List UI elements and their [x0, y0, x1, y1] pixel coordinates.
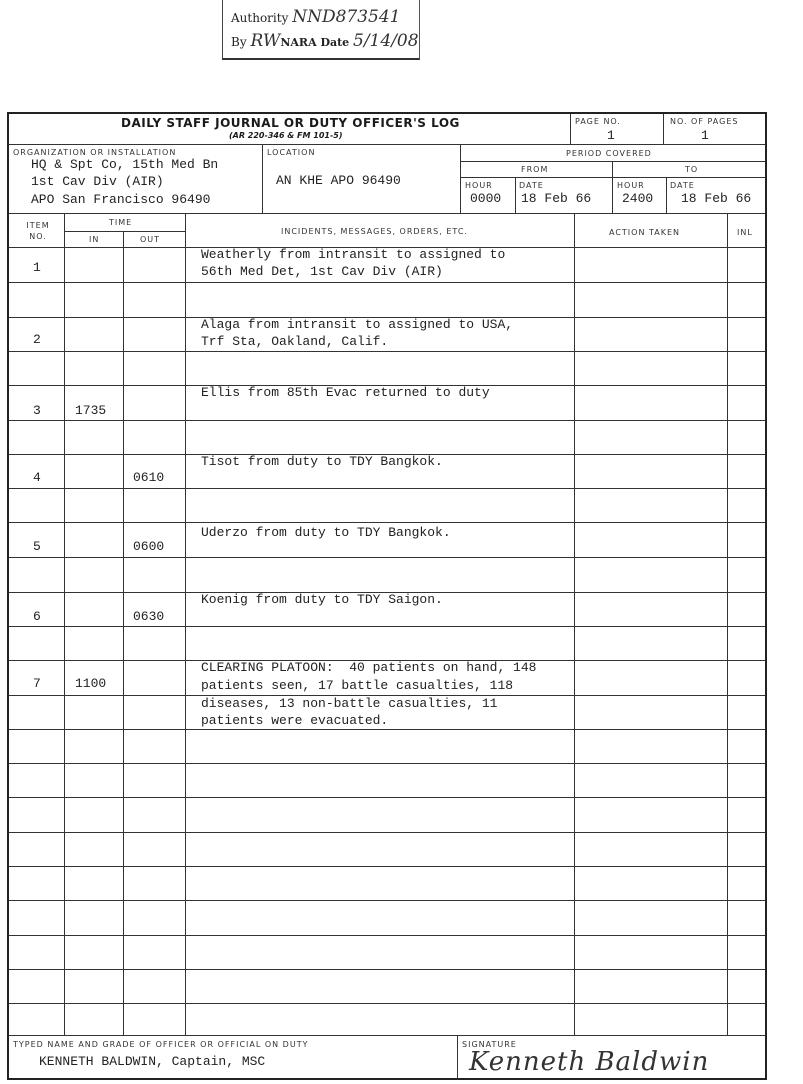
org-label: ORGANIZATION OR INSTALLATION — [13, 148, 177, 157]
from-date: 18 Feb 66 — [521, 191, 592, 206]
typed-name: KENNETH BALDWIN, Captain, MSC — [39, 1054, 266, 1069]
to-label: TO — [685, 165, 699, 174]
from-hour: 0000 — [470, 191, 502, 206]
location-label: LOCATION — [267, 148, 316, 157]
entry-line: Uderzo from duty to TDY Bangkok. — [201, 525, 451, 540]
org-line-3: APO San Francisco 96490 — [31, 192, 211, 207]
action-taken-label: ACTION TAKEN — [609, 228, 681, 237]
time-out: 0630 — [133, 609, 165, 624]
signature: Kenneth Baldwin — [469, 1047, 710, 1077]
out-label: OUT — [140, 235, 161, 244]
authority-stamp — [222, 0, 420, 60]
no-of-pages-label: NO. OF PAGES — [670, 117, 739, 126]
typed-name-label: TYPED NAME AND GRADE OF OFFICER OR OFFICIAL ON DUTY — [13, 1040, 309, 1049]
by-initials: RW — [250, 31, 281, 51]
entry-line: Koenig from duty to TDY Saigon. — [201, 592, 443, 607]
to-hour-label: HOUR — [617, 181, 645, 190]
entry-line: Tisot from duty to TDY Bangkok. — [201, 454, 443, 469]
item-no: 2 — [33, 332, 41, 347]
item-no: 3 — [33, 403, 41, 418]
page-no: 1 — [607, 128, 615, 143]
time-out: 0600 — [133, 539, 165, 554]
to-hour: 2400 — [622, 191, 654, 206]
period-covered-label: PERIOD COVERED — [566, 149, 652, 158]
from-date-label: DATE — [519, 181, 544, 190]
by-row — [231, 31, 419, 51]
time-in: 1100 — [75, 676, 107, 691]
item-no: 1 — [33, 260, 41, 275]
form-subtitle: (AR 220-346 & FM 101-5) — [229, 131, 343, 140]
entry-line: Alaga from intransit to assigned to USA, — [201, 317, 514, 332]
entry-line: Ellis from 85th Evac returned to duty — [201, 385, 490, 400]
to-date: 18 Feb 66 — [681, 191, 752, 206]
entry-line: Trf Sta, Oakland, Calif. — [201, 334, 389, 349]
no-of-pages: 1 — [701, 128, 709, 143]
item-no: 4 — [33, 470, 41, 485]
entry-line: patients seen, 17 battle casualties, 118 — [201, 678, 514, 693]
form-title: DAILY STAFF JOURNAL OR DUTY OFFICER'S LOG — [121, 116, 460, 130]
authority-row — [231, 7, 400, 27]
item-no-label: ITEM NO. — [26, 221, 50, 241]
inl-label: INL — [737, 228, 753, 237]
in-label: IN — [89, 235, 100, 244]
journal-form — [7, 112, 767, 1080]
time-out: 0610 — [133, 470, 165, 485]
org-line-1: HQ & Spt Co, 15th Med Bn — [31, 157, 219, 172]
entry-line: patients were evacuated. — [201, 713, 389, 728]
authority-label: Authority — [231, 11, 289, 25]
nara-label: NARA Date — [280, 36, 350, 49]
from-hour-label: HOUR — [465, 181, 493, 190]
time-in: 1735 — [75, 403, 107, 418]
entry-line: Weatherly from intransit to assigned to — [201, 247, 506, 262]
org-line-2: 1st Cav Div (AIR) — [31, 174, 164, 189]
item-no: 7 — [33, 676, 41, 691]
entry-line: 56th Med Det, 1st Cav Div (AIR) — [201, 264, 443, 279]
incidents-label: INCIDENTS, MESSAGES, ORDERS, ETC. — [281, 227, 468, 236]
item-no: 6 — [33, 609, 41, 624]
entry-line: diseases, 13 non-battle casualties, 11 — [201, 696, 498, 711]
to-date-label: DATE — [670, 181, 695, 190]
by-label: By — [231, 35, 247, 49]
time-label: TIME — [109, 218, 133, 227]
signature-label: SIGNATURE — [462, 1040, 517, 1049]
from-label: FROM — [521, 165, 549, 174]
page-no-label: PAGE NO. — [575, 117, 621, 126]
stamp-date: 5/14/08 — [353, 31, 419, 51]
location-value: AN KHE APO 96490 — [276, 173, 401, 188]
authority-value: NND873541 — [292, 7, 401, 27]
entry-line: CLEARING PLATOON: 40 patients on hand, 148 — [201, 660, 537, 675]
item-no: 5 — [33, 539, 41, 554]
